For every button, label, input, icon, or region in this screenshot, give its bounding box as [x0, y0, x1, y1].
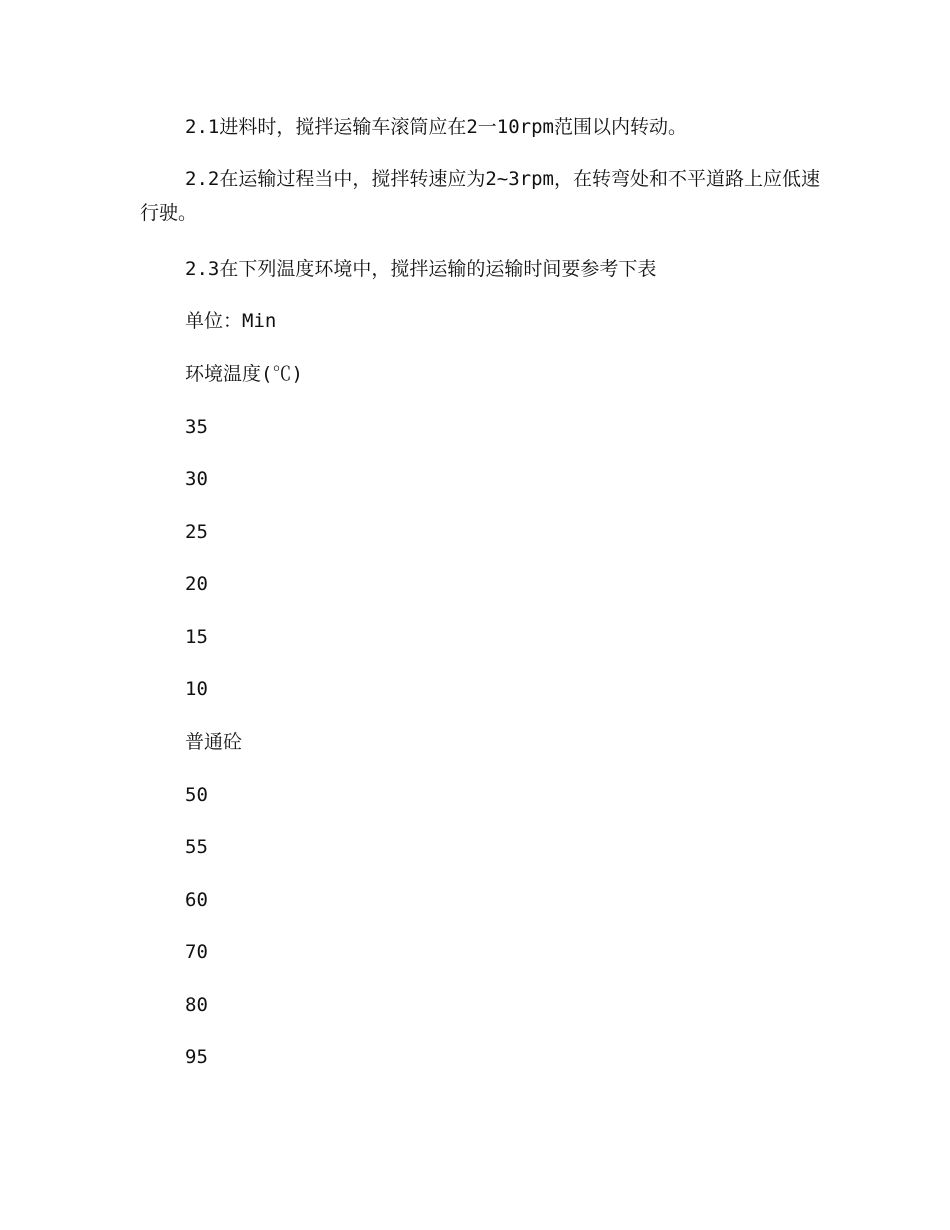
temperature-value: 20 [185, 573, 208, 595]
temperature-value: 15 [185, 626, 208, 648]
temperature-header: 环境温度(℃) [185, 363, 303, 385]
unit-label: 单位：Min [185, 310, 277, 332]
transport-time-value: 60 [185, 889, 208, 911]
temperature-value: 35 [185, 416, 208, 438]
temperature-value: 25 [185, 521, 208, 543]
temperature-value: 10 [185, 678, 208, 700]
paragraph-2-2: 2.2在运输过程当中，搅拌转速应为2~3rpm，在转弯处和不平道路上应低速行驶。 [140, 168, 820, 224]
concrete-header: 普通砼 [185, 731, 243, 753]
paragraph-2-3: 2.3在下列温度环境中，搅拌运输的运输时间要参考下表 [185, 258, 657, 280]
paragraph-2-1: 2.1进料时，搅拌运输车滚筒应在2一10rpm范围以内转动。 [185, 116, 687, 138]
transport-time-value: 80 [185, 994, 208, 1016]
transport-time-value: 70 [185, 941, 208, 963]
temperature-value: 30 [185, 468, 208, 490]
transport-time-value: 55 [185, 836, 208, 858]
transport-time-value: 95 [185, 1046, 208, 1068]
transport-time-value: 50 [185, 784, 208, 806]
